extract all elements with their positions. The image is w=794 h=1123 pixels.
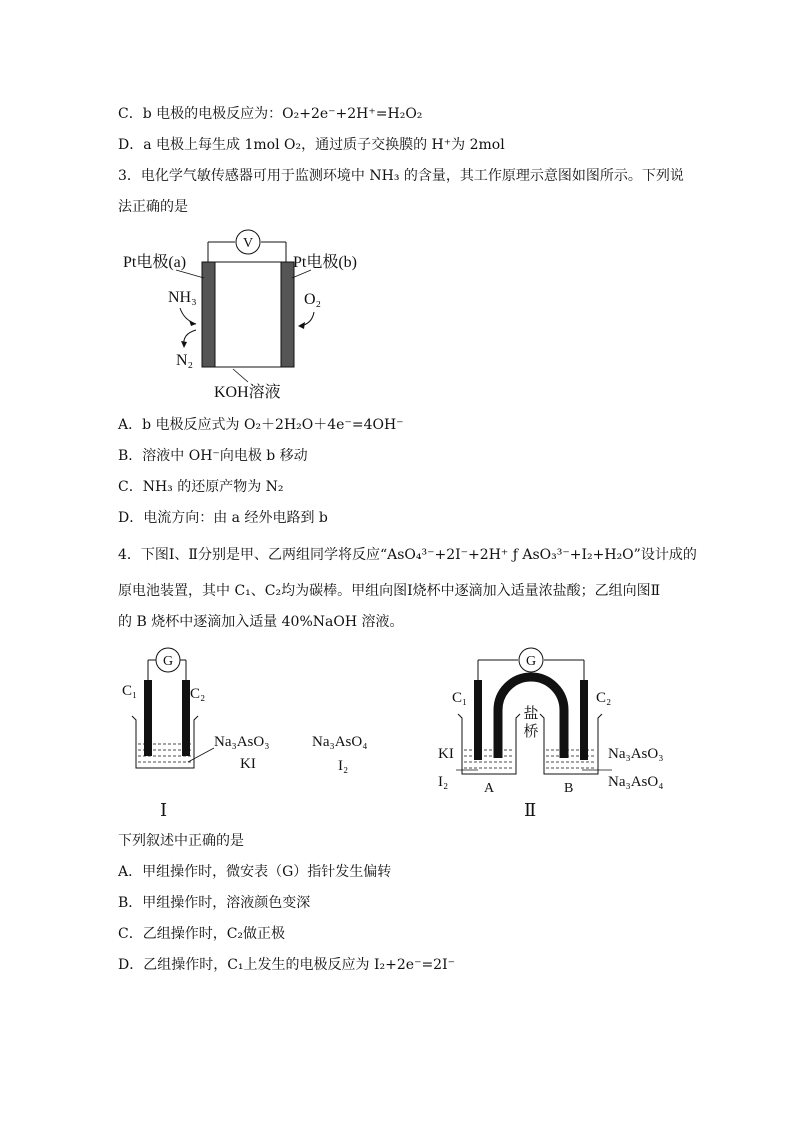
svg-text:NH₃: NH₃ — [168, 289, 197, 306]
svg-text:Na₃AsO₃: Na₃AsO₃ — [608, 746, 664, 762]
option-c-previous: C．b 电极的电极反应为：O₂+2e⁻+2H⁺=H₂O₂ — [118, 106, 423, 122]
question-4-option-a: A．甲组操作时，微安表（G）指针发生偏转 — [118, 864, 392, 880]
question-3-stem-line1: 3．电化学气敏传感器可用于监测环境中 NH₃ 的含量，其工作原理示意图如图所示。下列说 — [118, 168, 684, 184]
svg-text:KOH溶液: KOH溶液 — [214, 384, 281, 401]
svg-text:Pt电极(a): Pt电极(a) — [123, 254, 187, 271]
svg-text:Na₃AsO₃: Na₃AsO₃ — [214, 734, 270, 750]
svg-text:Ⅱ: Ⅱ — [524, 800, 537, 820]
electrode-c2-II — [580, 680, 588, 760]
figure-cell-I — [118, 640, 398, 820]
svg-text:C₂: C₂ — [190, 686, 206, 702]
question-4-stem-line1: 4．下图Ⅰ、Ⅱ分别是甲、乙两组同学将反应“AsO₄³⁻+2I⁻+2H⁺ ƒ AsO₃³⁻+I₂+H₂O”设计成的 — [118, 547, 697, 563]
svg-text:KI: KI — [438, 746, 454, 762]
question-4-stem-line2: 原电池装置，其中 C₁、C₂均为碳棒。甲组向图Ⅰ烧杯中逐滴加入适量浓盐酸；乙组向图Ⅱ — [118, 583, 661, 599]
svg-text:G: G — [162, 654, 174, 669]
svg-text:G: G — [525, 654, 537, 669]
option-d-previous: D．a 电极上每生成 1mol O₂，通过质子交换膜的 H⁺为 2mol — [118, 137, 505, 153]
svg-text:Pt电极(b): Pt电极(b) — [293, 254, 358, 271]
svg-text:KI: KI — [240, 756, 256, 772]
svg-text:Na₃AsO₄: Na₃AsO₄ — [312, 734, 368, 750]
svg-text:I₂: I₂ — [438, 774, 449, 790]
electrode-c2-I — [182, 680, 190, 756]
question-3-option-c: C．NH₃ 的还原产物为 N₂ — [118, 479, 284, 495]
question-3-option-d: D．电流方向：由 a 经外电路到 b — [118, 510, 328, 526]
svg-text:桥: 桥 — [523, 724, 539, 740]
figure-nh3-sensor — [118, 222, 378, 402]
svg-text:I₂: I₂ — [338, 758, 349, 774]
svg-text:N₂: N₂ — [176, 352, 194, 369]
electrode-c1-I — [144, 680, 152, 756]
question-3-option-b: B．溶液中 OH⁻向电极 b 移动 — [118, 448, 308, 464]
svg-text:O₂: O₂ — [304, 291, 322, 308]
svg-text:C₁: C₁ — [452, 690, 468, 706]
svg-text:Na₃AsO₄: Na₃AsO₄ — [608, 774, 664, 790]
svg-text:A: A — [484, 781, 495, 796]
question-4-option-d: D．乙组操作时，C₁上发生的电极反应为 I₂+2e⁻=2I⁻ — [118, 957, 456, 973]
question-3-option-a: A．b 电极反应式为 O₂＋2H₂O＋4e⁻=4OH⁻ — [118, 417, 404, 433]
svg-text:V: V — [242, 236, 254, 251]
svg-text:盐: 盐 — [523, 706, 539, 722]
question-4-prompt: 下列叙述中正确的是 — [118, 833, 244, 849]
electrode-c1-II — [474, 680, 482, 760]
question-3-stem-line2: 法正确的是 — [118, 199, 188, 215]
question-4-option-b: B．甲组操作时，溶液颜色变深 — [118, 895, 311, 911]
figure-cell-II — [432, 640, 702, 820]
question-4-stem-line3: 的 B 烧杯中逐滴加入适量 40%NaOH 溶液。 — [118, 614, 404, 630]
svg-text:C₁: C₁ — [122, 683, 138, 699]
question-4-option-c: C．乙组操作时，C₂做正极 — [118, 926, 286, 942]
svg-text:Ⅰ: Ⅰ — [160, 800, 168, 820]
svg-text:B: B — [564, 781, 574, 796]
svg-text:C₂: C₂ — [596, 690, 612, 706]
